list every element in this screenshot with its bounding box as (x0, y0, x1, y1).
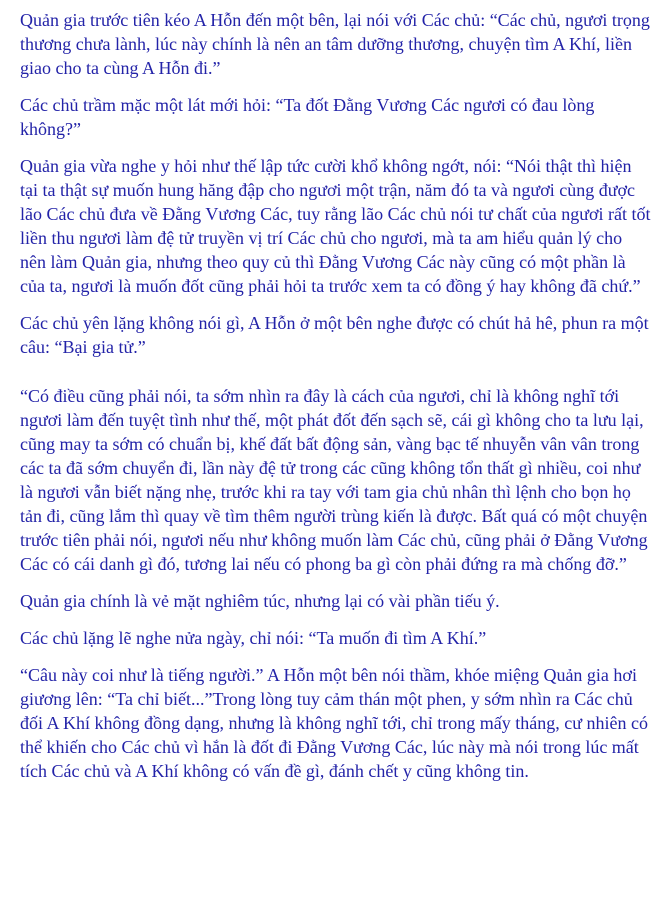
paragraph-1: Quản gia trước tiên kéo A Hỗn đến một bên, lại nói với Các chủ: “Các chủ, ngươi trọng thương chưa lành, lúc này chính là nên an tâm dưỡng thương, chuyện tìm A Khí, liền giao cho ta cùng A Hỗn đi.” (20, 10, 650, 78)
paragraph-4: Các chủ yên lặng không nói gì, A Hỗn ở một bên nghe được có chút hả hê, phun ra một câu: “Bại gia tử.” (20, 313, 649, 357)
paragraph-7: Các chủ lặng lẽ nghe nửa ngày, chỉ nói: “Ta muốn đi tìm A Khí.” (20, 628, 487, 648)
document-page (20, 8, 652, 796)
paragraph-5: “Có điều cũng phải nói, ta sớm nhìn ra đây là cách của ngươi, chỉ là không nghĩ tới ngươi làm đến tuyệt tình như thế, một phát đốt đến sạch sẽ, cái gì không cho ta lưu lại, cũng may ta sớm có chuẩn bị, khế đất bất động sản, vàng bạc tế nhuyễn vân vân trong các ta đã sớm chuyển đi, lần này đệ tử trong các cũng không tổn thất gì nhiều, coi như là ngươi vẫn biết nặng nhẹ, trước khi ra tay với tam gia chủ nhân thì lệnh cho bọn họ tản đi, cũng lắm thì quay về tìm thêm người trùng kiến là được. Bất quá có một chuyện trước tiên phải nói, ngươi nếu như không muốn làm Các chủ, cũng phải ở Đằng Vương Các có cái danh gì đó, tương lai nếu có phong ba gì còn phải đứng ra mà chống đỡ.” (20, 386, 648, 574)
paragraph-6: Quản gia chính là vẻ mặt nghiêm túc, nhưng lại có vài phần tiếu ý. (20, 591, 500, 611)
paragraph-2: Các chủ trầm mặc một lát mới hỏi: “Ta đốt Đằng Vương Các ngươi có đau lòng không?” (20, 95, 595, 139)
paragraph-3: Quản gia vừa nghe y hỏi như thế lập tức cười khổ không ngớt, nói: “Nói thật thì hiện tại ta thật sự muốn hung hăng đập cho ngươi một trận, năm đó ta và ngươi cùng được lão Các chủ đưa về Đằng Vương Các, tuy rằng lão Các chủ nói tư chất của ngươi rất tốt liền thu ngươi làm đệ tử truyền vị trí Các chủ cho ngươi, mà ta am hiểu quản lý cho nên làm Quản gia, nhưng theo quy củ thì Đằng Vương Các này cũng có một phần là của ta, ngươi là muốn đốt cũng phải hỏi ta trước xem ta có đồng ý hay không đã chứ.” (20, 156, 651, 296)
paragraph-8: “Câu này coi như là tiếng người.” A Hỗn một bên nói thầm, khóe miệng Quản gia hơi giương lên: “Ta chỉ biết...”Trong lòng tuy cảm thán một phen, y sớm nhìn ra Các chủ đối A Khí không đồng dạng, nhưng là không nghĩ tới, chỉ trong mấy tháng, cư nhiên có thể khiến cho Các chủ vì hắn là đốt đi Đằng Vương Các, lúc này mà nói trong lúc mất tích Các chủ và A Khí không có vấn đề gì, đánh chết y cũng không tin. (20, 665, 648, 781)
